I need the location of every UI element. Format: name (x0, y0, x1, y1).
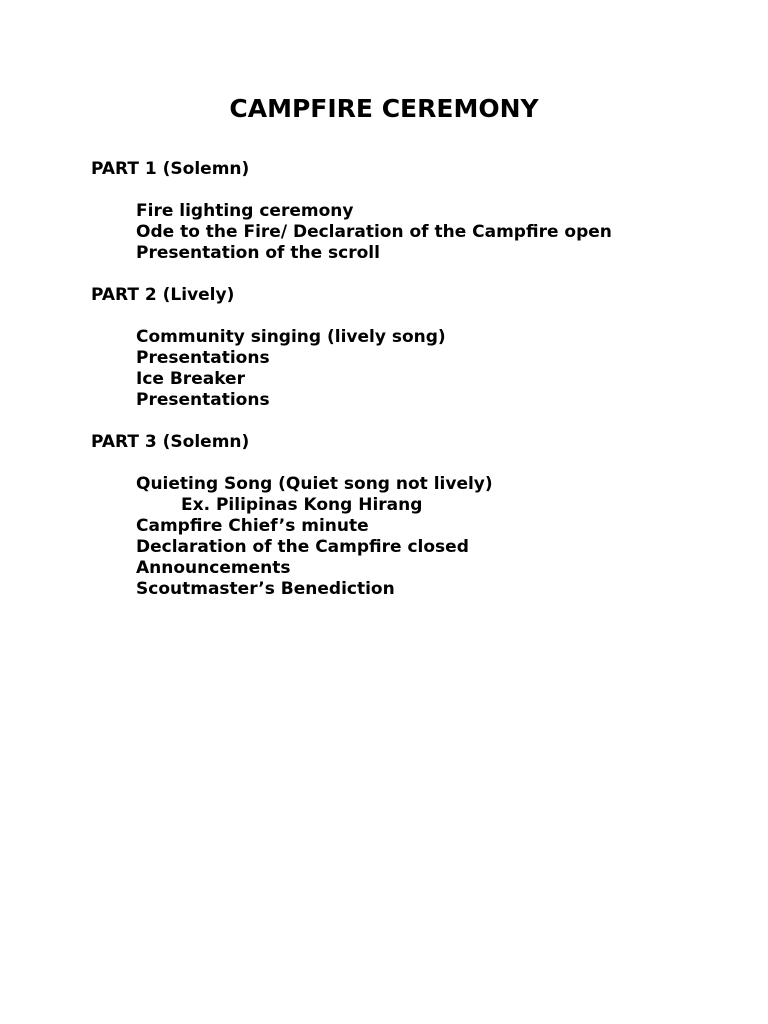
part-3-heading: PART 3 (Solemn) (91, 432, 250, 452)
list-sub-item: Ex. Pilipinas Kong Hirang (181, 495, 423, 515)
list-item: Ice Breaker (136, 369, 245, 389)
document-title: CAMPFIRE CEREMONY (229, 94, 539, 123)
list-item: Quieting Song (Quiet song not lively) (136, 474, 493, 494)
list-item: Community singing (lively song) (136, 327, 446, 347)
list-item: Presentations (136, 390, 270, 410)
part-2-heading: PART 2 (Lively) (91, 285, 235, 305)
part-1-heading: PART 1 (Solemn) (91, 159, 250, 179)
list-item: Scoutmaster’s Benediction (136, 579, 395, 599)
list-item: Announcements (136, 558, 291, 578)
list-item: Presentation of the scroll (136, 243, 380, 263)
part-1-list (136, 201, 612, 264)
list-item: Ode to the Fire/ Declaration of the Campfire open (136, 222, 612, 242)
list-item: Declaration of the Campfire closed (136, 537, 469, 557)
part-3-list (136, 474, 493, 600)
list-item: Fire lighting ceremony (136, 201, 354, 221)
part-2-list (136, 327, 446, 411)
list-item: Presentations (136, 348, 270, 368)
list-item: Campfire Chief’s minute (136, 516, 369, 536)
